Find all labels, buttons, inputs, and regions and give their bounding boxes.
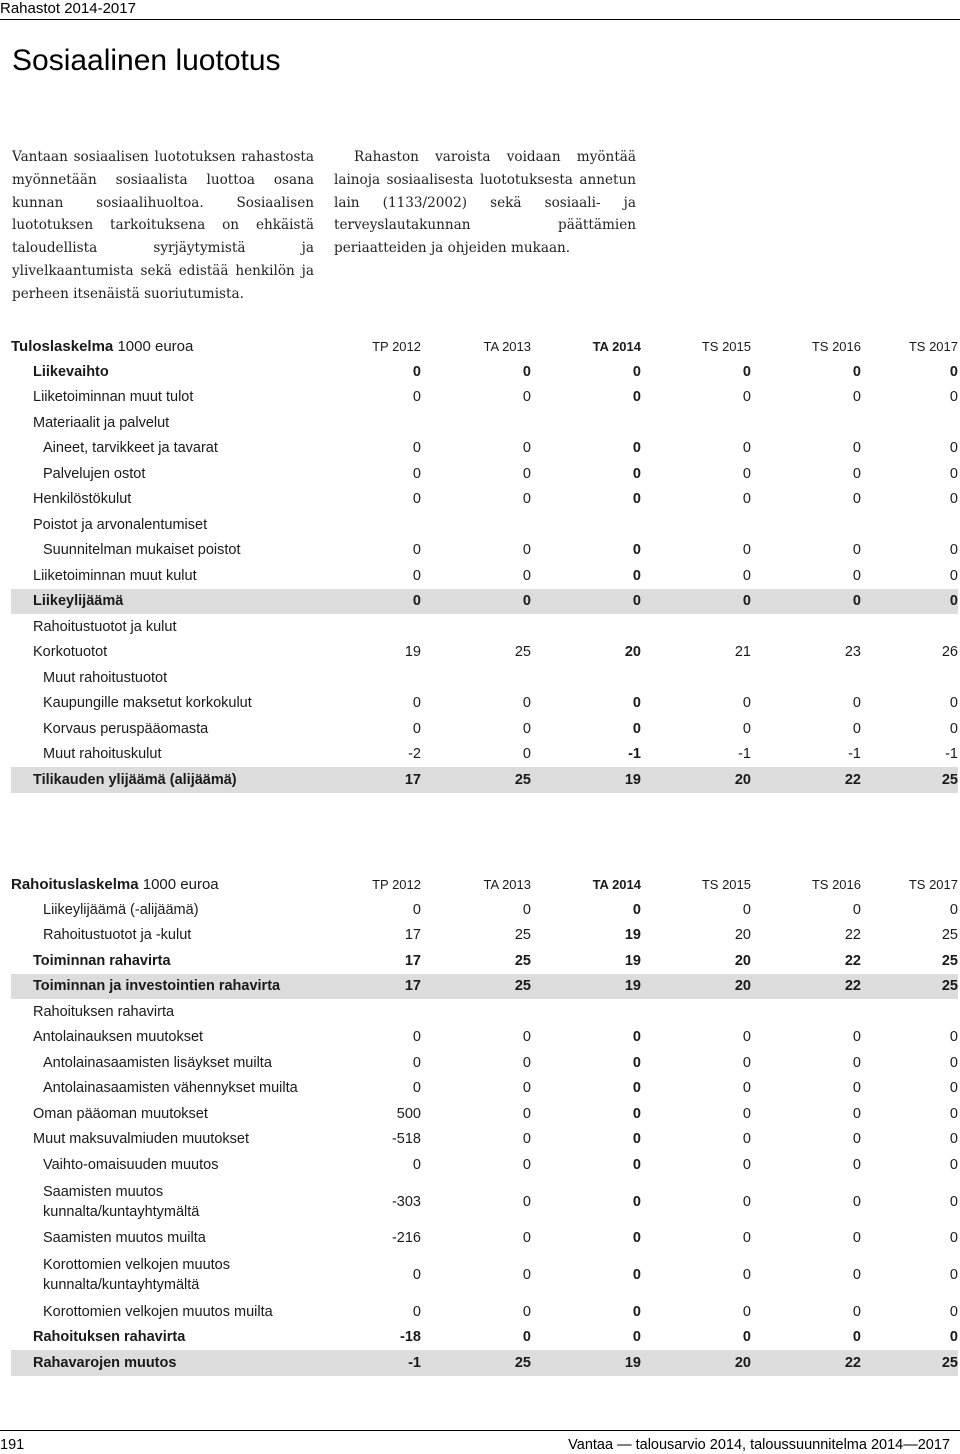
table-cell: 0 xyxy=(742,901,751,918)
table-cell: 25 xyxy=(861,974,958,1000)
row-label: Materiaalit ja palvelut xyxy=(33,414,170,431)
table-cell: 17 xyxy=(358,974,421,1000)
table-cell: -1 xyxy=(738,746,751,763)
table-row-total xyxy=(11,767,958,793)
table-cell: -1 xyxy=(358,1350,421,1376)
table-cell: 0 xyxy=(412,1267,421,1283)
table-cell: 0 xyxy=(522,389,531,406)
column-header: TS 2017 xyxy=(908,876,958,892)
table-cell: 25 xyxy=(941,927,958,944)
table-row xyxy=(11,1127,958,1153)
table-row xyxy=(11,640,958,666)
row-label: Tilikauden ylijäämä (alijäämä) xyxy=(11,767,358,793)
table-cell: 0 xyxy=(852,465,861,482)
row-label: Oman pääoman muutokset xyxy=(33,1105,208,1122)
table-cell: 0 xyxy=(412,1029,421,1046)
row-label: Muut maksuvalmiuden muutokset xyxy=(33,1131,249,1148)
table-cell: 0 xyxy=(632,720,641,737)
table-cell: 0 xyxy=(949,1267,958,1283)
table-row-total xyxy=(11,589,958,615)
table-cell: 0 xyxy=(412,1303,421,1320)
table-cell: 0 xyxy=(852,491,861,508)
table-cell: 0 xyxy=(852,1131,861,1148)
table-cell: 0 xyxy=(949,1105,958,1122)
row-label: Antolainauksen muutokset xyxy=(33,1029,204,1046)
table-cell: 0 xyxy=(852,440,861,457)
row-label: Antolainasaamisten vähennykset muilta xyxy=(43,1080,298,1097)
table-cell: 0 xyxy=(522,1131,531,1148)
table-cell: 0 xyxy=(949,1193,958,1210)
table-cell: 0 xyxy=(742,440,751,457)
table-cell: 20 xyxy=(641,974,751,1000)
table-cell: 0 xyxy=(949,720,958,737)
table-title: Tuloslaskelma xyxy=(11,337,114,355)
table-cell: 0 xyxy=(852,1054,861,1071)
row-label: Liiketoiminnan muut tulot xyxy=(33,389,194,406)
table-cell: 0 xyxy=(632,465,641,482)
table-cell: 23 xyxy=(844,644,861,661)
table-cell: 0 xyxy=(522,746,531,763)
table-cell: 0 xyxy=(412,542,421,559)
table-cell: 0 xyxy=(522,491,531,508)
table-cell: 0 xyxy=(412,389,421,406)
table-cell: 0 xyxy=(632,1230,641,1247)
column-header: TS 2016 xyxy=(811,876,861,892)
table-cell: 0 xyxy=(522,465,531,482)
table-cell: 0 xyxy=(949,1156,958,1173)
table-cell: 0 xyxy=(358,589,421,615)
table-cell: 0 xyxy=(742,1303,751,1320)
table-cell: 25 xyxy=(514,952,531,969)
table-cell: 0 xyxy=(742,695,751,712)
row-label: Henkilöstökulut xyxy=(33,491,132,508)
table-cell: -18 xyxy=(400,1329,421,1346)
table-cell: 0 xyxy=(742,1029,751,1046)
intro-paragraph-left: Vantaan sosiaalisen luototuksen rahastosta myönnetään sosiaalista luottoa osana kunnan sosiaalihuoltoa. Sosiaalisen luototuksen tarkoituksena on ehkäistä taloudellista syrjäytymistä ja ylivelkaantumista sekä edistää henkilön ja perheen itsenäistä suoriutumista. xyxy=(12,149,314,302)
table-cell: 0 xyxy=(949,901,958,918)
table-cell: 0 xyxy=(852,1193,861,1210)
table-cell: 0 xyxy=(522,1029,531,1046)
row-label: Rahoituksen rahavirta xyxy=(33,1329,186,1346)
table-cell: 0 xyxy=(632,440,641,457)
table-title-cell xyxy=(11,333,358,359)
table-title: Rahoituslaskelma xyxy=(11,875,139,893)
table-cell: 0 xyxy=(949,1329,958,1346)
row-label: Saamisten muutos kunnalta/kuntayhtymältä xyxy=(43,1183,200,1220)
table-cell: 0 xyxy=(949,491,958,508)
table-cell: 0 xyxy=(412,491,421,508)
row-label: Rahoituksen rahavirta xyxy=(33,1003,175,1020)
table-cell: 0 xyxy=(852,542,861,559)
table-cell: 0 xyxy=(852,720,861,737)
table-cell: 0 xyxy=(412,567,421,584)
table-cell: 0 xyxy=(522,1080,531,1097)
row-label: Kaupungille maksetut korkokulut xyxy=(43,695,252,712)
column-header: TA 2014 xyxy=(592,338,641,354)
table-cell: 0 xyxy=(852,1105,861,1122)
table-cell: 0 xyxy=(852,1156,861,1173)
table-cell: 0 xyxy=(632,901,641,918)
table-cell: 0 xyxy=(949,440,958,457)
row-label: Rahavarojen muutos xyxy=(11,1350,358,1376)
row-label: Saamisten muutos muilta xyxy=(43,1230,206,1247)
table-cell: 0 xyxy=(852,1029,861,1046)
table-cell: -518 xyxy=(391,1131,421,1148)
table-cell: 0 xyxy=(412,901,421,918)
row-label: Palvelujen ostot xyxy=(43,465,146,482)
table-row xyxy=(11,1076,958,1102)
table-cell: 0 xyxy=(852,1267,861,1283)
table-cell: 25 xyxy=(514,927,531,944)
table-cell: 20 xyxy=(734,952,751,969)
table-cell: 0 xyxy=(522,1105,531,1122)
table-cell: 25 xyxy=(421,1350,531,1376)
table-row xyxy=(11,1025,958,1051)
row-label: Toiminnan rahavirta xyxy=(33,952,171,969)
table-unit: 1000 euroa xyxy=(117,337,194,355)
table-row xyxy=(11,1178,958,1226)
table-cell: 0 xyxy=(522,1193,531,1210)
table-row xyxy=(11,1325,958,1351)
column-header: TA 2013 xyxy=(483,338,531,354)
table-cell: 0 xyxy=(632,1131,641,1148)
table-cell: 22 xyxy=(844,952,861,969)
table-row xyxy=(11,1101,958,1127)
table-cell: 0 xyxy=(632,542,641,559)
table-cell: 20 xyxy=(734,927,751,944)
row-label: Korottomien velkojen muutos kunnalta/kuntayhtymältä xyxy=(43,1257,230,1293)
table-cell: 26 xyxy=(941,644,958,661)
column-header: TP 2012 xyxy=(372,876,421,892)
column-header: TS 2015 xyxy=(701,876,751,892)
row-label: Aineet, tarvikkeet ja tavarat xyxy=(43,440,218,457)
table-cell: 0 xyxy=(949,542,958,559)
table-cell: 0 xyxy=(949,363,958,380)
column-header: TP 2012 xyxy=(372,338,421,354)
table-cell: 0 xyxy=(522,1156,531,1173)
column-header: TS 2015 xyxy=(701,338,751,354)
table-cell: 0 xyxy=(412,720,421,737)
table-cell: 0 xyxy=(742,720,751,737)
table-cell: 0 xyxy=(632,389,641,406)
table-cell: 0 xyxy=(742,1329,751,1346)
table-cell: 0 xyxy=(742,363,751,380)
table-cell: 0 xyxy=(949,1029,958,1046)
table-cell: 0 xyxy=(852,901,861,918)
table-row xyxy=(11,614,958,640)
table-cell: 22 xyxy=(844,927,861,944)
table-cell: 19 xyxy=(624,952,641,969)
table-cell: 0 xyxy=(852,1329,861,1346)
row-label: Liikeylijäämä xyxy=(11,589,358,615)
table-cell: 0 xyxy=(742,491,751,508)
table-cell: 0 xyxy=(632,1329,641,1346)
table-cell: 19 xyxy=(531,1350,641,1376)
table-cell: 0 xyxy=(742,1105,751,1122)
table-cell: 0 xyxy=(412,465,421,482)
table-cell: -303 xyxy=(391,1193,421,1210)
table-cell: 0 xyxy=(852,1303,861,1320)
table-row xyxy=(11,665,958,691)
table-cell: 0 xyxy=(742,1193,751,1210)
table-row xyxy=(11,1251,958,1299)
table-cell: 25 xyxy=(861,1350,958,1376)
table-cell: 0 xyxy=(632,1054,641,1071)
table-cell: 0 xyxy=(412,1156,421,1173)
table-cell: 0 xyxy=(949,465,958,482)
table-cell: 19 xyxy=(624,927,641,944)
table-cell: 0 xyxy=(632,1193,641,1210)
table-cell: 0 xyxy=(632,695,641,712)
table-cell: 0 xyxy=(742,1080,751,1097)
table-cell: 25 xyxy=(514,644,531,661)
table-cell: 0 xyxy=(522,363,531,380)
table-cell: 20 xyxy=(641,1350,751,1376)
table-cell: 17 xyxy=(358,767,421,793)
table-cell: 0 xyxy=(641,589,751,615)
table-cell: 0 xyxy=(949,1230,958,1247)
table-cell: 19 xyxy=(531,767,641,793)
table-unit: 1000 euroa xyxy=(142,875,219,893)
table-cell: 0 xyxy=(632,1156,641,1173)
running-head: Rahastot 2014-2017 xyxy=(0,0,136,17)
table-cell: 0 xyxy=(522,1329,531,1346)
table-cell: 0 xyxy=(522,901,531,918)
header-rule xyxy=(0,19,960,20)
table-cell: 0 xyxy=(412,1054,421,1071)
table-cell: 0 xyxy=(852,363,861,380)
row-label: Antolainasaamisten lisäykset muilta xyxy=(43,1054,272,1071)
table-cell: -216 xyxy=(391,1230,421,1247)
table-cell: 0 xyxy=(632,363,641,380)
table-row-total xyxy=(11,1350,958,1376)
table-cell: 25 xyxy=(421,767,531,793)
row-label: Liikeylijäämä (-alijäämä) xyxy=(43,901,199,918)
table-cell: 0 xyxy=(412,363,421,380)
table-cell: 20 xyxy=(624,644,641,661)
table-row xyxy=(11,512,958,538)
table-header-row xyxy=(11,333,958,359)
table-cell: -1 xyxy=(628,746,641,763)
column-header: TA 2014 xyxy=(592,876,641,892)
table-cell: 25 xyxy=(421,974,531,1000)
table-cell: 0 xyxy=(852,695,861,712)
table-cell: 0 xyxy=(412,440,421,457)
page-number: 191 xyxy=(0,1437,25,1453)
table-header-row xyxy=(11,871,958,897)
table-row xyxy=(11,461,958,487)
cash-flow-table xyxy=(11,871,958,1376)
row-label: Rahoitustuotot ja kulut xyxy=(33,618,177,635)
row-label: Muut rahoitustuotot xyxy=(43,669,168,686)
table-cell: 0 xyxy=(949,389,958,406)
table-row xyxy=(11,999,958,1025)
table-cell: 25 xyxy=(941,952,958,969)
table-cell: 0 xyxy=(522,440,531,457)
table-cell: 0 xyxy=(742,1156,751,1173)
table-cell: 0 xyxy=(949,695,958,712)
row-label: Korkotuotot xyxy=(33,644,108,661)
table-row xyxy=(11,923,958,949)
table-cell: -2 xyxy=(408,746,421,763)
table-cell: -1 xyxy=(945,746,958,763)
footer-rule xyxy=(0,1430,960,1431)
table-row xyxy=(11,691,958,717)
table-cell: 22 xyxy=(751,1350,861,1376)
table-cell: 0 xyxy=(852,389,861,406)
table-row xyxy=(11,1226,958,1252)
table-cell: 22 xyxy=(751,767,861,793)
table-row xyxy=(11,948,958,974)
row-label: Korottomien velkojen muutos muilta xyxy=(43,1303,273,1320)
table-title-cell xyxy=(11,871,358,897)
table-cell: 0 xyxy=(742,465,751,482)
table-cell: 22 xyxy=(751,974,861,1000)
row-label: Liiketoiminnan muut kulut xyxy=(33,567,197,584)
row-label: Toiminnan ja investointien rahavirta xyxy=(11,974,358,1000)
column-header: TS 2016 xyxy=(811,338,861,354)
table-cell: 0 xyxy=(949,567,958,584)
row-label: Liikevaihto xyxy=(33,363,109,380)
table-cell: 0 xyxy=(632,1029,641,1046)
table-row xyxy=(11,742,958,768)
column-header: TS 2017 xyxy=(908,338,958,354)
table-cell: 17 xyxy=(404,927,421,944)
table-cell: 17 xyxy=(404,952,421,969)
table-cell: 0 xyxy=(522,1267,531,1283)
row-label: Korvaus peruspääomasta xyxy=(43,720,209,737)
table-cell: 0 xyxy=(421,589,531,615)
table-row xyxy=(11,1050,958,1076)
table-cell: 0 xyxy=(949,1303,958,1320)
row-label: Vaihto-omaisuuden muutos xyxy=(43,1156,219,1173)
table-cell: 0 xyxy=(632,1267,641,1283)
table-cell: 0 xyxy=(852,567,861,584)
table-row xyxy=(11,563,958,589)
table-row xyxy=(11,716,958,742)
publication-title: Vantaa — talousarvio 2014, taloussuunnitelma 2014—2017 xyxy=(568,1437,950,1453)
table-cell: 0 xyxy=(861,589,958,615)
table-cell: 0 xyxy=(531,589,641,615)
row-label: Rahoitustuotot ja -kulut xyxy=(43,927,192,944)
table-cell: 0 xyxy=(742,1054,751,1071)
row-label: Muut rahoituskulut xyxy=(43,746,162,763)
table-row xyxy=(11,385,958,411)
income-statement-table xyxy=(11,333,958,793)
table-row xyxy=(11,897,958,923)
table-cell: 19 xyxy=(531,974,641,1000)
table-cell: 0 xyxy=(949,1054,958,1071)
table-cell: 0 xyxy=(522,1303,531,1320)
table-row xyxy=(11,436,958,462)
table-cell: 21 xyxy=(734,644,751,661)
column-header: TA 2013 xyxy=(483,876,531,892)
table-cell: 0 xyxy=(632,567,641,584)
table-cell: 0 xyxy=(412,1080,421,1097)
table-cell: 0 xyxy=(412,695,421,712)
table-cell: 0 xyxy=(742,1131,751,1148)
table-cell: 0 xyxy=(949,1080,958,1097)
table-cell: 0 xyxy=(522,1054,531,1071)
table-cell: 0 xyxy=(522,720,531,737)
table-row xyxy=(11,1152,958,1178)
table-cell: -1 xyxy=(848,746,861,763)
table-cell: 0 xyxy=(852,1230,861,1247)
table-cell: 0 xyxy=(632,1080,641,1097)
table-cell: 0 xyxy=(632,1105,641,1122)
table-cell: 0 xyxy=(852,1080,861,1097)
intro-paragraph-right: Rahaston varoista voidaan myöntää lainoja sosiaalisesta luototuksesta annetun lain (1133/2002) sekä sosiaali- ja terveyslautakunnan päättämien periaatteiden ja ohjeiden mukaan. xyxy=(334,149,636,257)
table-cell: 0 xyxy=(522,695,531,712)
row-label: Suunnitelman mukaiset poistot xyxy=(43,542,241,559)
table-row xyxy=(11,359,958,385)
table-cell: 25 xyxy=(861,767,958,793)
table-cell: 0 xyxy=(949,1131,958,1148)
table-row xyxy=(11,487,958,513)
table-cell: 0 xyxy=(522,567,531,584)
table-cell: 20 xyxy=(641,767,751,793)
table-cell: 0 xyxy=(742,1230,751,1247)
row-label: Poistot ja arvonalentumiset xyxy=(33,516,208,533)
table-cell: 500 xyxy=(396,1105,421,1122)
table-cell: 19 xyxy=(404,644,421,661)
table-row-total xyxy=(11,974,958,1000)
table-cell: 0 xyxy=(742,389,751,406)
table-cell: 0 xyxy=(742,567,751,584)
table-cell: 0 xyxy=(632,1303,641,1320)
table-cell: 0 xyxy=(751,589,861,615)
table-row xyxy=(11,1299,958,1325)
table-row xyxy=(11,410,958,436)
page-title: Sosiaalinen luototus xyxy=(12,44,281,77)
table-cell: 0 xyxy=(522,542,531,559)
table-cell: 0 xyxy=(522,1230,531,1247)
table-row xyxy=(11,538,958,564)
table-cell: 0 xyxy=(742,542,751,559)
table-cell: 0 xyxy=(742,1267,751,1283)
table-cell: 0 xyxy=(632,491,641,508)
